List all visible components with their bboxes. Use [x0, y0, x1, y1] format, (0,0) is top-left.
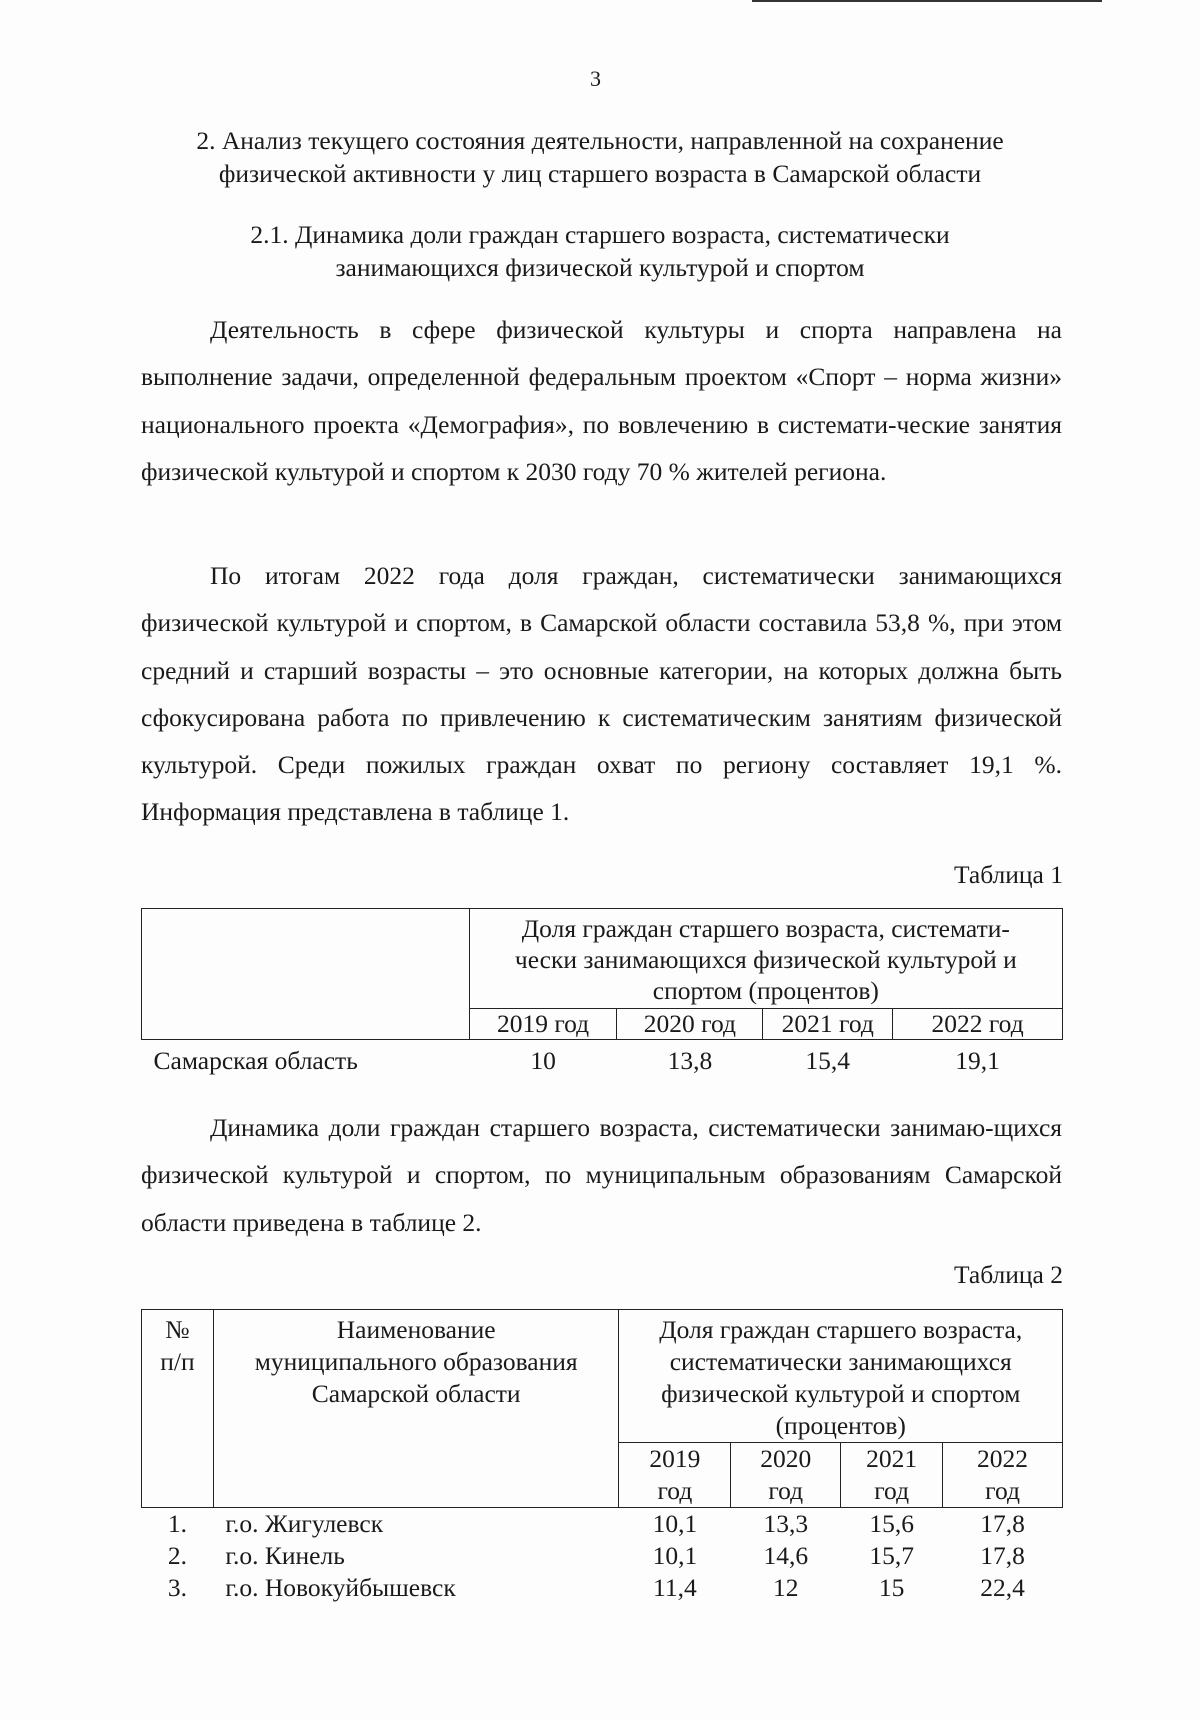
table-1-caption: Таблица 1 — [953, 860, 1063, 889]
table-1 — [141, 908, 1063, 1076]
subsection-heading-line1: 2.1. Динамика доли граждан старшего возраста, систематически — [250, 220, 950, 249]
table-1-row — [142, 1040, 1063, 1077]
table-row — [142, 1540, 1063, 1572]
table-1-header-line2: чески занимающихся физической культурой и — [514, 945, 1017, 974]
table-2-caption: Таблица 2 — [953, 1260, 1063, 1289]
table-1-year-header: 2022 год — [893, 1009, 1063, 1040]
table-2-year-header: 2019 год — [619, 1443, 731, 1508]
table-2-name-header-line2: муниципального образования — [254, 1347, 578, 1376]
municipality-name: г.о. Новокуйбышевск — [225, 1573, 456, 1602]
row-value: 11,4 — [653, 1573, 697, 1602]
row-number: 1. — [167, 1509, 188, 1538]
municipality-name: г.о. Жигулевск — [225, 1509, 384, 1538]
section-heading — [140, 124, 1060, 190]
paragraph-1 — [141, 306, 1062, 495]
table-1-group-header — [469, 909, 1062, 1009]
table-1-value: 19,1 — [955, 1046, 1000, 1075]
row-value: 17,8 — [980, 1541, 1025, 1570]
subsection-heading-line2: занимающихся физической культурой и спортом — [335, 253, 865, 282]
subsection-heading — [140, 218, 1060, 284]
row-value: 14,6 — [763, 1541, 809, 1570]
paragraph-2-text: По итогам 2022 года доля граждан, систематически занимающихся физической культурой и спортом, в Самарской области составила 53,8 %, при этом средний и старший возрасты – это основные категории, на которых должна быть сфокусирована работа по привлечению к систематическим занятиям физической культурой. Среди пожилых граждан охват по региону составляет 19,1 %. Информация представлена в таблице 1. — [141, 561, 1062, 827]
top-border-line — [752, 0, 1102, 2]
table-2-group-header — [619, 1310, 1063, 1443]
row-number: 2. — [167, 1541, 188, 1570]
row-value: 15 — [878, 1573, 905, 1602]
table-2-name-header — [213, 1310, 619, 1508]
table-2-name-header-line1: Наименование — [336, 1315, 496, 1344]
row-value: 15,7 — [869, 1541, 914, 1570]
page-number: 3 — [590, 66, 601, 91]
row-value: 10,1 — [652, 1541, 698, 1570]
table-2-name-header-line3: Самарской области — [311, 1379, 521, 1408]
row-value: 17,8 — [980, 1509, 1025, 1538]
section-heading-line1: 2. Анализ текущего состояния деятельности, направленной на сохранение — [196, 126, 1004, 155]
table-1-year-header: 2021 год — [763, 1009, 893, 1040]
table-2-number-header-line2: п/п — [160, 1347, 195, 1376]
table-2-header-line3: физической культурой и спортом — [661, 1379, 1021, 1408]
table-1-header-line1: Доля граждан старшего возраста, системати- — [521, 914, 1010, 943]
table-1-empty-header — [142, 909, 470, 1040]
table-2-year-header: 2022 год — [943, 1443, 1063, 1508]
table-2-header-line4: (процентов) — [775, 1411, 906, 1440]
table-2-year-header: 2020 год — [731, 1443, 841, 1508]
row-value: 22,4 — [980, 1573, 1025, 1602]
table-2 — [141, 1309, 1063, 1604]
table-1-value: 13,8 — [667, 1046, 713, 1075]
table-row — [142, 1572, 1063, 1604]
table-2-year-header: 2021 год — [841, 1443, 943, 1508]
row-value: 10,1 — [652, 1509, 698, 1538]
table-2-header-line2: систематически занимающихся — [669, 1347, 1012, 1376]
table-1-value: 10 — [530, 1046, 556, 1075]
table-1-region-name: Самарская область — [153, 1046, 358, 1075]
row-number: 3. — [167, 1573, 188, 1602]
section-heading-line2: физической активности у лиц старшего возраста в Самарской области — [218, 159, 982, 188]
table-1-year-header: 2020 год — [617, 1009, 763, 1040]
table-1-year-header: 2019 год — [469, 1009, 617, 1040]
table-2-header-line1: Доля граждан старшего возраста, — [659, 1315, 1023, 1344]
municipality-name: г.о. Кинель — [225, 1541, 345, 1570]
paragraph-3-text: Динамика доли граждан старшего возраста, систематически занимаю-щихся физической культурой и спортом, по муниципальным образованиям Самарской области приведена в таблице 2. — [141, 1113, 1062, 1237]
table-row — [142, 1508, 1063, 1541]
row-value: 13,3 — [763, 1509, 809, 1538]
table-2-number-header-line1: № — [165, 1315, 190, 1344]
table-1-header-line3: спортом (процентов) — [652, 976, 879, 1005]
table-1-value: 15,4 — [805, 1046, 851, 1075]
row-value: 12 — [773, 1573, 799, 1602]
paragraph-3 — [141, 1104, 1062, 1246]
row-value: 15,6 — [869, 1509, 914, 1538]
paragraph-2 — [141, 552, 1062, 836]
paragraph-1-text: Деятельность в сфере физической культуры и спорта направлена на выполнение задачи, определенной федеральным проектом «Спорт – норма жизни» национального проекта «Демография», по вовлечению в системати-ческие занятия физической культурой и спортом к 2030 году 70 % жителей региона. — [141, 315, 1062, 486]
table-2-number-header — [142, 1310, 214, 1508]
